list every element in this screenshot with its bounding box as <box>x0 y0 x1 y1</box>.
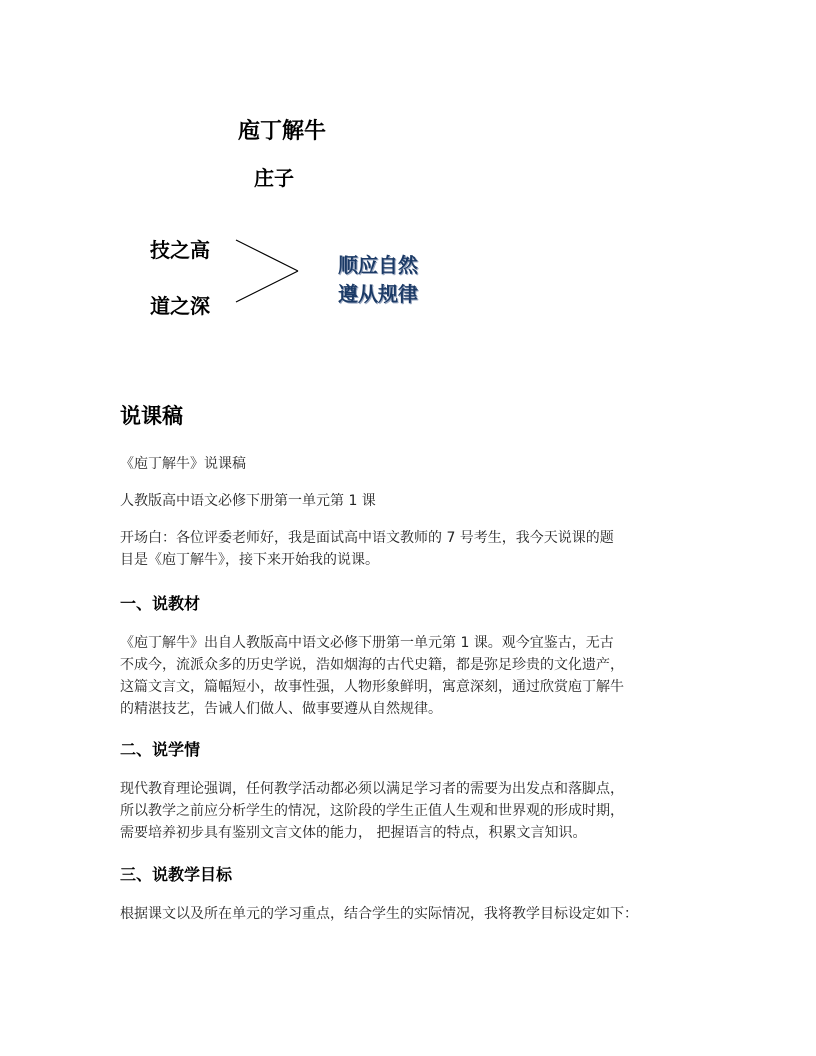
document-heading: 说课稿 <box>120 404 183 428</box>
section1-line: 不成今，流派众多的历史学说，浩如烟海的古代史籍，都是弥足珍贵的文化遗产， <box>120 657 624 673</box>
figure-right-bottom: 遵从规律 <box>338 282 418 306</box>
section2-paragraph <box>120 778 710 844</box>
document-subtitle: 《庖丁解牛》说课稿 <box>120 456 246 472</box>
section2-line: 需要培养初步具有鉴别文言文体的能力， 把握语言的特点，积累文言知识。 <box>120 825 587 841</box>
section2-line: 现代教育理论强调，任何教学活动都必须以满足学习者的需要为出发点和落脚点， <box>120 781 624 797</box>
figure-author: 庄子 <box>254 166 294 190</box>
section3-line: 根据课文以及所在单元的学习重点，结合学生的实际情况，我将教学目标设定如下： <box>120 906 638 922</box>
section1-line: 的精湛技艺，告诫人们做人、做事要遵从自然规律。 <box>120 701 442 717</box>
opening-paragraph <box>120 527 710 571</box>
opening-line: 目是《庖丁解牛》，接下来开始我的说课。 <box>120 552 379 568</box>
section1-line: 《庖丁解牛》出自人教版高中语文必修下册第一单元第 1 课。观今宜鉴古，无古 <box>120 635 614 651</box>
section2-line: 所以教学之前应分析学生的情况，这阶段的学生正值人生观和世界观的形成时期， <box>120 803 624 819</box>
document-textbook: 人教版高中语文必修下册第一单元第 1 课 <box>120 493 376 509</box>
figure-title: 庖丁解牛 <box>238 119 327 144</box>
opening-line: 开场白：各位评委老师好，我是面试高中语文教师的 7 号考生，我今天说课的题 <box>120 530 614 546</box>
section1-title: 一、说教材 <box>120 594 201 613</box>
section1-line: 这篇文言文，篇幅短小，故事性强，人物形象鲜明，寓意深刻，通过欣赏庖丁解牛 <box>120 679 624 695</box>
section2-title: 二、说学情 <box>120 740 201 759</box>
section1-paragraph <box>120 632 710 720</box>
figure-left-top: 技之高 <box>150 238 210 262</box>
arrow-line-lower <box>236 271 298 302</box>
figure-left-bottom: 道之深 <box>150 294 210 318</box>
section3-paragraph <box>120 903 710 925</box>
figure-right-top: 顺应自然 <box>338 253 418 277</box>
arrow-line-upper <box>236 240 298 271</box>
section3-title: 三、说教学目标 <box>120 865 233 884</box>
